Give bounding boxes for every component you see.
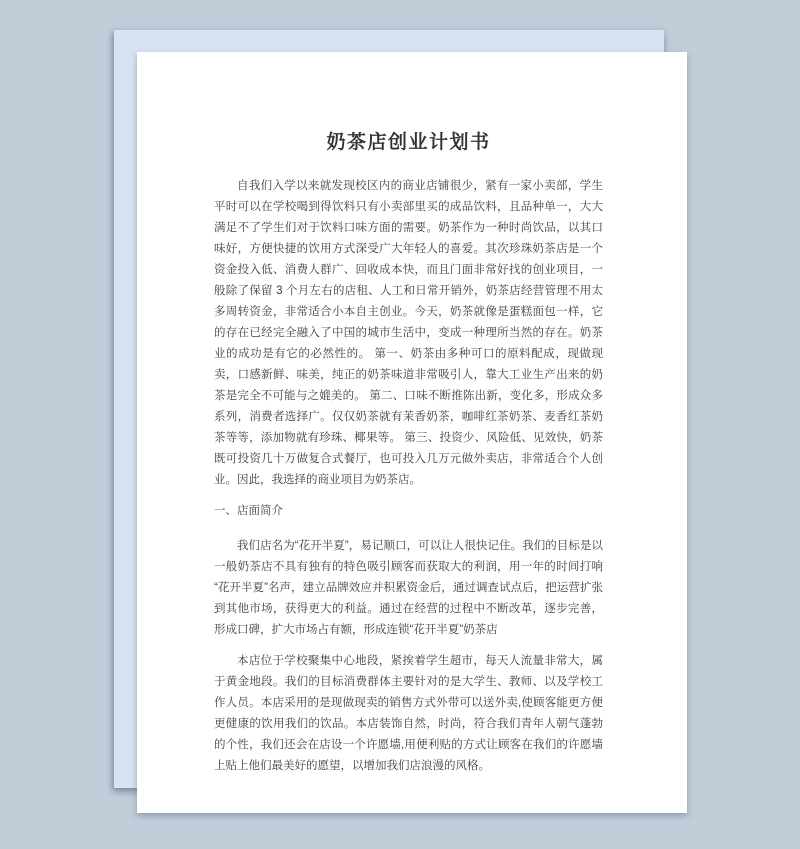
section-heading-storefront-intro: 一、店面简介	[214, 505, 283, 517]
document-page	[137, 52, 687, 813]
intro-paragraph: 自我们入学以来就发现校区内的商业店铺很少，紧有一家小卖部，学生平时可以在学校喝到得饮料只有小卖部里买的成品饮料，且品种单一，大大满足不了学生们对于饮料口味方面的需要。奶茶作为一种时尚饮品，以其口味好，方便快捷的饮用方式深受广大年轻人的喜爱。其次珍珠奶茶店是一个资金投入低、消费人群广、回收成本快，而且门面非常好找的创业项目，一般除了保留 3 个月左右的店租、人工和日常开销外，奶茶店经营管理不用太多周转资金，非常适合小本自主创业。今天，奶茶就像是蛋糕面包一样，它的存在已经完全融入了中国的城市生活中，变成一种理所当然的存在。奶茶业的成功是有它的必然性的。 第一、奶茶由多种可口的原料配成，现做现卖，口感新鲜、味美，纯正的奶茶味道非常吸引人，靠大工业生产出来的奶茶是完全不可能与之媲美的。 第二、口味不断推陈出新，变化多，形成众多系列，消费者选择广。仅仅奶茶就有茉香奶茶，咖啡红茶奶茶、麦香红茶奶茶等等，添加物就有珍珠、椰果等。 第三、投资少、风险低、见效快，奶茶既可投资几十万做复合式餐厅，也可投入几万元做外卖店，非常适合个人创业。因此，我选择的商业项目为奶茶店。	[214, 180, 603, 486]
section1-paragraph-location: 本店位于学校聚集中心地段，紧挨着学生超市，每天人流量非常大，属于黄金地段。我们的目标消费群体主要针对的是大学生、教师、以及学校工作人员。本店采用的是现做现卖的销售方式外带可以送外卖,使顾客能更方便更健康的饮用我们的饮品。本店装饰自然，时尚，符合我们青年人朝气蓬勃的个性，我们还会在店设一个许愿墙,用便利贴的方式让顾客在我们的许愿墙上贴上他们最美好的愿望，以增加我们店浪漫的风格。	[214, 655, 603, 772]
page-content	[137, 52, 687, 813]
section1-paragraph-brand: 我们店名为“花开半夏”，易记顺口，可以让人很快记住。我们的目标是以一般奶茶店不具有独有的特色吸引顾客而获取大的利润，用一年的时间打响“花开半夏”名声，建立品牌效应并积累资金后，通过调查试点后，把运营扩张到其他市场，获得更大的利益。通过在经营的过程中不断改革，逐步完善，形成口碑，扩大市场占有额，形成连锁“花开半夏”奶茶店	[214, 540, 603, 636]
document-title: 奶茶店创业计划书	[326, 132, 491, 153]
